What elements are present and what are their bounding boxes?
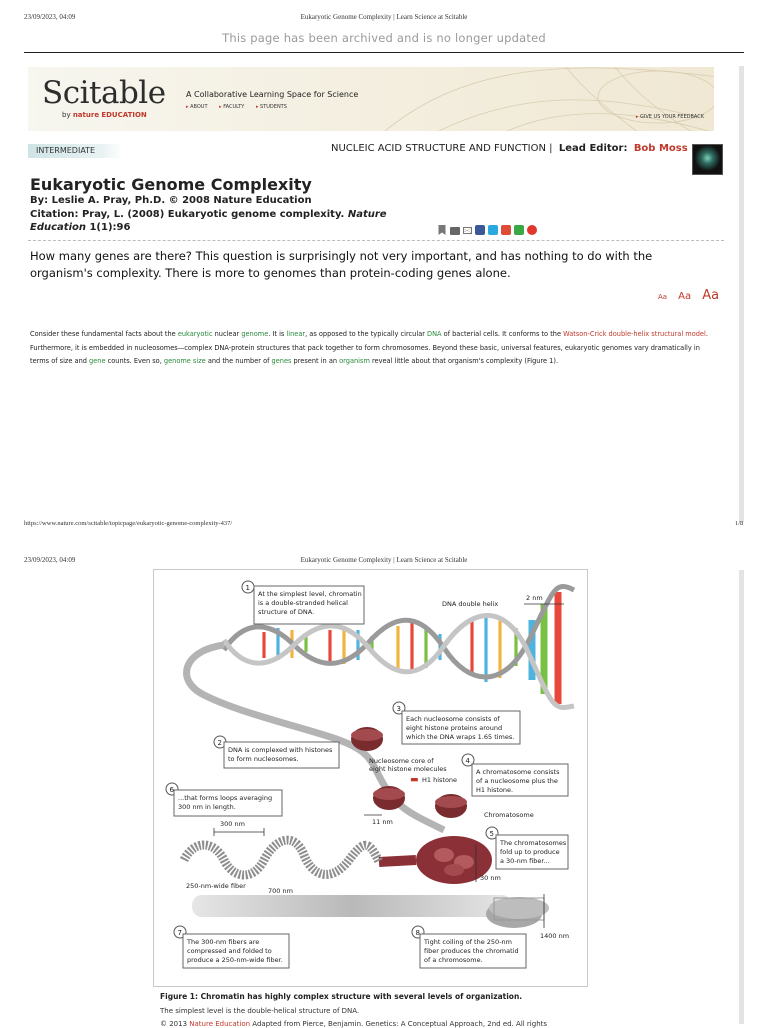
banner-nav <box>186 104 297 110</box>
svg-text:compressed and folded to: compressed and folded to <box>187 947 272 955</box>
svg-text:2: 2 <box>217 739 222 747</box>
svg-text:Tight coiling of the 250-nm: Tight coiling of the 250-nm <box>424 938 512 946</box>
credit-prefix: © 2013 <box>160 1020 190 1028</box>
article-citation-line2 <box>30 222 130 233</box>
svg-text:produce a 250-nm-wide fiber.: produce a 250-nm-wide fiber. <box>187 956 283 964</box>
svg-text:▬: ▬ <box>410 775 419 785</box>
link-dna[interactable]: DNA <box>427 330 442 338</box>
print-url: https://www.nature.com/scitable/topicpage/eukaryotic-genome-complexity-437/ <box>24 520 233 527</box>
label-wide-fiber: 250-nm-wide fiber <box>186 882 246 890</box>
twitter-icon[interactable] <box>488 225 498 235</box>
scitable-logo[interactable]: Scitable <box>42 75 166 111</box>
byline-brand: nature <box>72 111 100 119</box>
level-badge: INTERMEDIATE <box>28 144 122 158</box>
nature-education-byline <box>62 111 147 119</box>
callout-8 <box>412 926 526 968</box>
svg-text:1: 1 <box>245 584 250 592</box>
lead-editor-name[interactable]: Bob Moss <box>633 143 688 154</box>
font-size-large[interactable]: Aa <box>702 288 720 303</box>
svg-text:to form nucleosomes.: to form nucleosomes. <box>228 755 299 763</box>
article-byline: By: Leslie A. Pray, Ph.D. © 2008 Nature Education <box>30 195 312 206</box>
article-body-paragraph <box>30 328 710 369</box>
callout-4 <box>462 754 568 796</box>
body-text: . Furthermore, it is embedded in nucleosomes—complex DNA-protein structures that pack together to form chromosomes. Beyond these basic, universal features, eukaryotic genomes vary dramatically in terms of size and <box>30 330 708 365</box>
bookmark-icon[interactable] <box>437 225 447 235</box>
link-genome[interactable]: genome <box>241 330 269 338</box>
citation-journal: Nature <box>347 209 387 220</box>
link-genes[interactable]: genes <box>271 357 292 365</box>
topic-separator: | <box>549 143 553 154</box>
svg-text:of a chromosome.: of a chromosome. <box>424 956 483 964</box>
article-lead: How many genes are there? This question is surprisingly not very important, and has nothing to do with the organism's complexity. There is more to genomes than protein-coding genes alone. <box>30 249 653 280</box>
body-text: counts. Even so, <box>105 357 164 365</box>
callout-3 <box>393 702 520 744</box>
print-datetime: 23/09/2023, 04:09 <box>24 13 76 21</box>
figure-credit <box>160 1020 547 1028</box>
banner-leaf-decoration <box>358 67 714 131</box>
svg-text:H1 histone.: H1 histone. <box>476 786 514 794</box>
body-text: and the number of <box>205 357 272 365</box>
facebook-icon[interactable] <box>475 225 485 235</box>
svg-text:At the simplest level, chromat: At the simplest level, chromatin <box>258 590 362 598</box>
svg-text:8: 8 <box>415 929 420 937</box>
svg-text:fold up to produce: fold up to produce <box>500 848 560 856</box>
label-700nm: 700 nm <box>268 887 293 895</box>
label-300nm: 300 nm <box>220 820 245 828</box>
print-page-title-2: Eukaryotic Genome Complexity | Learn Science at Scitable <box>300 556 468 564</box>
svg-text:fiber produces the chromatid: fiber produces the chromatid <box>424 947 519 955</box>
figure-caption-text: The simplest level is the double-helical structure of DNA. <box>160 1007 360 1015</box>
figure-chromatin <box>153 569 588 987</box>
email-icon[interactable] <box>463 227 472 234</box>
byline-suffix: EDUCATION <box>101 111 147 119</box>
nav-faculty-link[interactable]: ▸ FACULTY <box>219 104 244 110</box>
google-plus-icon[interactable] <box>501 225 511 235</box>
svg-text:7: 7 <box>177 929 182 937</box>
label-11nm: 11 nm <box>372 818 393 826</box>
svg-text:which the DNA wraps 1.65 times: which the DNA wraps 1.65 times. <box>406 733 515 741</box>
link-eukaryotic[interactable]: eukaryotic <box>177 330 213 338</box>
scitable-banner <box>28 67 714 131</box>
banner-tagline: A Collaborative Learning Space for Science <box>186 90 359 99</box>
callout-6 <box>166 783 282 816</box>
print-datetime-2: 23/09/2023, 04:09 <box>24 556 76 564</box>
body-text: Consider these fundamental facts about the <box>30 330 178 338</box>
svg-text:A chromatosome consists: A chromatosome consists <box>476 768 560 776</box>
label-1400nm: 1400 nm <box>540 932 570 940</box>
label-dna-helix: DNA double helix <box>442 600 499 608</box>
article-citation <box>30 209 387 220</box>
font-size-controls <box>652 284 719 303</box>
citation-journal-2: Education <box>30 222 86 233</box>
editor-avatar[interactable] <box>692 144 723 175</box>
svg-text:of a nucleosome plus the: of a nucleosome plus the <box>476 777 558 785</box>
topic-row <box>331 143 688 154</box>
svg-text:300 nm in length.: 300 nm in length. <box>178 803 236 811</box>
reddit-icon[interactable] <box>527 225 537 235</box>
print-icon[interactable] <box>450 227 460 235</box>
callout-1 <box>242 581 364 624</box>
label-core-2: eight histone molecules <box>369 765 447 773</box>
page2-scrollbar[interactable] <box>739 570 744 1024</box>
svg-text:a 30-nm fiber...: a 30-nm fiber... <box>500 857 550 865</box>
lead-editor-label: Lead Editor: <box>558 143 628 154</box>
print-page-number: 1/8 <box>735 520 744 527</box>
svg-text:structure of DNA.: structure of DNA. <box>258 608 315 616</box>
feedback-link[interactable]: ▸ GIVE US YOUR FEEDBACK <box>636 114 704 120</box>
credit-link[interactable]: Nature Education <box>189 1020 251 1028</box>
svg-text:eight histone proteins around: eight histone proteins around <box>406 724 503 732</box>
label-2nm: 2 nm <box>526 594 543 602</box>
link-organism[interactable]: organism <box>339 357 370 365</box>
header-divider <box>24 52 744 53</box>
share-toolbar <box>437 225 537 235</box>
label-core-1: Nucleosome core of <box>369 757 434 765</box>
thirty-nm-fiber <box>379 836 492 884</box>
page1-scrollbar[interactable] <box>739 66 744 522</box>
body-text: nuclear <box>212 330 242 338</box>
nav-students-link[interactable]: ▸ STUDENTS <box>256 104 287 110</box>
citation-suffix: 1(1):96 <box>89 222 131 233</box>
chromatin-diagram <box>154 570 587 986</box>
chromatid <box>486 897 549 928</box>
link-gene[interactable]: gene <box>89 357 106 365</box>
font-size-medium[interactable]: Aa <box>678 291 692 302</box>
byline-prefix: by <box>62 111 71 119</box>
callout-2 <box>214 736 339 768</box>
print-page-title: Eukaryotic Genome Complexity | Learn Science at Scitable <box>300 13 468 21</box>
svg-text:The 300-nm fibers are: The 300-nm fibers are <box>187 938 260 946</box>
link-genome-size[interactable]: genome size <box>163 357 206 365</box>
svg-text:...that forms loops averaging: ...that forms loops averaging <box>178 794 273 802</box>
nav-about-link[interactable]: ▸ ABOUT <box>186 104 208 110</box>
archived-notice: This page has been archived and is no longer updated <box>222 31 546 45</box>
body-text: reveal little about that organism's complexity (Figure 1). <box>369 357 559 365</box>
heading-divider <box>28 240 724 241</box>
svg-text:The chromatosomes: The chromatosomes <box>500 839 567 847</box>
label-chromatosome: Chromatosome <box>484 811 534 819</box>
figure-caption-title: Figure 1: Chromatin has highly complex structure with several levels of organization. <box>160 992 523 1001</box>
svg-text:is a double-stranded helical: is a double-stranded helical <box>258 599 348 607</box>
svg-text:DNA is complexed with histones: DNA is complexed with histones <box>228 746 333 754</box>
link-watson-crick[interactable]: Watson-Crick double-helix structural model <box>563 330 706 338</box>
svg-text:4: 4 <box>465 757 470 765</box>
label-30nm: 30 nm <box>480 874 501 882</box>
body-text: present in an <box>291 357 340 365</box>
body-text: , as opposed to the typically circular <box>305 330 428 338</box>
two-hundred-fifty-nm-fiber <box>192 895 512 917</box>
callout-5 <box>486 827 568 869</box>
body-text: of bacterial cells. It conforms to the <box>441 330 564 338</box>
looped-fiber <box>184 840 379 875</box>
svg-text:5: 5 <box>489 830 494 838</box>
label-h1: H1 histone <box>422 776 458 784</box>
svg-text:6: 6 <box>169 786 174 794</box>
article-title: Eukaryotic Genome Complexity <box>30 175 312 194</box>
citation-prefix: Citation: Pray, L. (2008) Eukaryotic genome complexity. <box>30 209 345 220</box>
stumbleupon-icon[interactable] <box>514 225 524 235</box>
font-size-small[interactable]: Aa <box>658 293 668 301</box>
svg-text:3: 3 <box>396 705 401 713</box>
callout-7 <box>174 926 289 968</box>
svg-text:Each nucleosome consists of: Each nucleosome consists of <box>406 715 500 723</box>
link-linear[interactable]: linear <box>286 330 306 338</box>
topic-name[interactable]: NUCLEIC ACID STRUCTURE AND FUNCTION <box>331 143 546 154</box>
body-text: . It is <box>268 330 287 338</box>
credit-suffix: Adapted from Pierce, Benjamin. Genetics: A Conceptual Approach, 2nd ed. All rights <box>250 1020 548 1028</box>
